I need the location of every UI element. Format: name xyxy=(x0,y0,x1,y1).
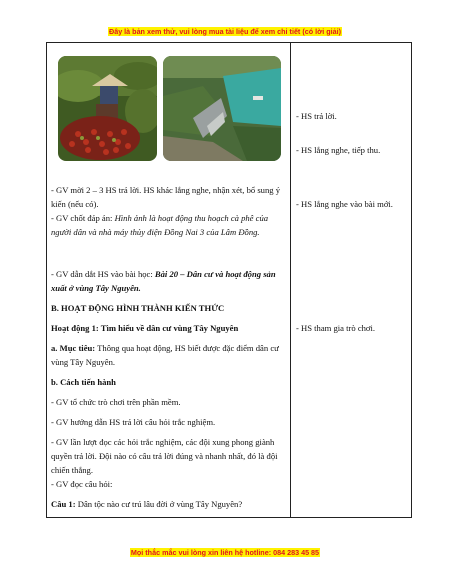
step-1: - GV tổ chức trò chơi trên phần mềm. xyxy=(51,397,181,407)
goal-label: a. Mục tiêu: xyxy=(51,343,96,353)
dam-photo xyxy=(163,56,281,161)
student-response-3: - HS lắng nghe vào bài mới. xyxy=(296,199,393,209)
answer-text: Hình ảnh là hoạt động thu hoạch cà phê của người dân và nhà máy thủy điện Đồng Nai 3 của Lâm Đồng. xyxy=(51,213,269,237)
question-1 xyxy=(51,497,287,511)
lead-prefix: - GV dẫn dắt HS vào bài học: xyxy=(51,269,155,279)
answer-prefix: - GV chốt đáp án: xyxy=(51,213,115,223)
step-3: - GV lần lượt đọc các hỏi trắc nghiệm, các đội xung phong giành quyền trả lời. Đội nào có câu trả lời đúng và nhanh nhất, đó là đội chiến thắng. xyxy=(51,437,278,475)
coffee-harvest-photo xyxy=(58,56,157,161)
question-1-text: Dân tộc nào cư trú lâu đời ở vùng Tây Nguyên? xyxy=(75,499,243,509)
question-1-label: Câu 1: xyxy=(51,499,76,509)
step-2: - GV hướng dẫn HS trả lời câu hỏi trắc nghiệm. xyxy=(51,417,216,427)
step-4: - GV đọc câu hỏi: xyxy=(51,479,113,489)
goal-paragraph xyxy=(51,341,287,369)
lesson-table xyxy=(46,42,412,518)
paragraph-gv-invite: - GV mời 2 – 3 HS trả lời. HS khác lắng nghe, nhận xét, bổ sung ý kiến (nếu có). xyxy=(51,185,281,209)
paragraph-gv-lead xyxy=(51,267,287,295)
activity-heading: Hoạt động 1: Tìm hiểu về dân cư vùng Tây Nguyên xyxy=(51,323,239,333)
student-response-2: - HS lắng nghe, tiếp thu. xyxy=(296,145,381,155)
lesson-title: Bài 20 – Dân cư và hoạt động sản xuất ở vùng Tây Nguyên. xyxy=(51,269,276,293)
goal-text: Thông qua hoạt động, HS biết được đặc điểm dân cư vùng Tây Nguyên. xyxy=(51,343,279,367)
lesson-photos xyxy=(58,56,280,161)
section-heading: B. HOẠT ĐỘNG HÌNH THÀNH KIẾN THỨC xyxy=(51,303,225,313)
column-divider xyxy=(290,43,291,517)
paragraph-gv-answer xyxy=(51,211,287,239)
method-heading: b. Cách tiến hành xyxy=(51,377,116,387)
student-response-4: - HS tham gia trò chơi. xyxy=(296,323,376,333)
preview-banner: Đây là bản xem thử, vui lòng mua tài liệu để xem chi tiết (có lời giải) xyxy=(109,27,341,36)
hotline-banner: Mọi thắc mắc vui lòng xin liên hệ hotline: 084 283 45 85 xyxy=(130,548,320,557)
student-response-1: - HS trả lời. xyxy=(296,111,337,121)
